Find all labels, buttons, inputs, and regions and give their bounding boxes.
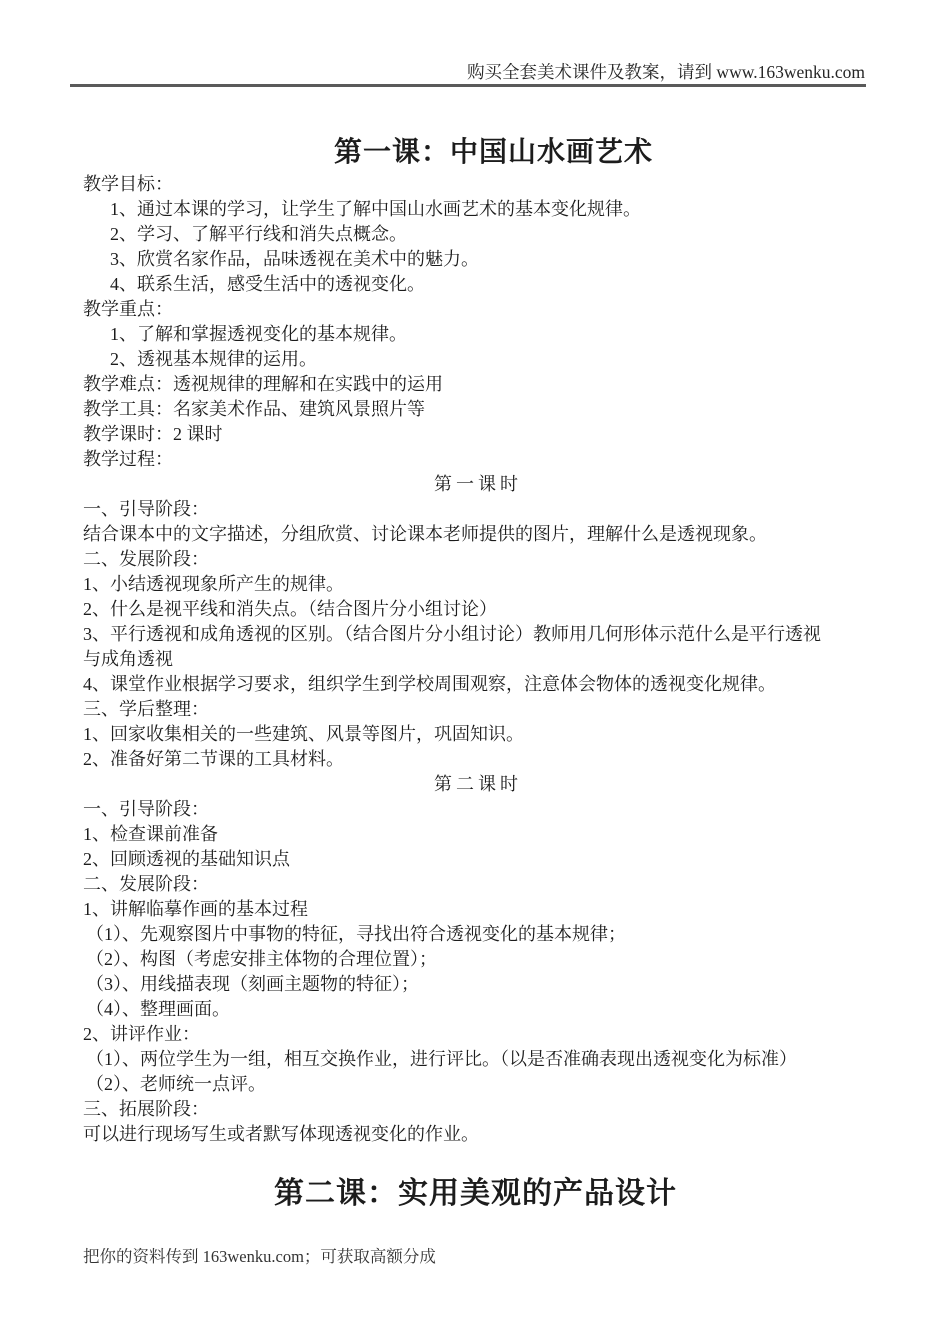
text-line: 与成角透视	[83, 649, 173, 669]
text-line: 1、讲解临摹作画的基本过程	[83, 899, 308, 919]
text-line: （4）、整理画面。	[86, 999, 230, 1019]
text-line: 教学难点：透视规律的理解和在实践中的运用	[83, 374, 443, 394]
text-line: 二、发展阶段：	[83, 874, 209, 894]
text-line: 2、学习、了解平行线和消失点概念。	[110, 224, 407, 244]
text-line: 3、平行透视和成角透视的区别。（结合图片分小组讨论）教师用几何形体示范什么是平行透视	[83, 624, 821, 644]
text-line: 2、透视基本规律的运用。	[110, 349, 317, 369]
text-line: 2、准备好第二节课的工具材料。	[83, 749, 344, 769]
text-line: 1、通过本课的学习，让学生了解中国山水画艺术的基本变化规律。	[110, 199, 641, 219]
text-line: 1、回家收集相关的一些建筑、风景等图片，巩固知识。	[83, 724, 524, 744]
text-line: 第一课时	[434, 474, 522, 494]
text-line: 2、回顾透视的基础知识点	[83, 849, 290, 869]
text-line: 2、什么是视平线和消失点。（结合图片分小组讨论）	[83, 599, 497, 619]
text-line: 二、发展阶段：	[83, 549, 209, 569]
text-line: 第二课时	[434, 774, 522, 794]
lesson2-title: 第二课：实用美观的产品设计	[274, 1177, 677, 1210]
text-line: 1、检查课前准备	[83, 824, 218, 844]
lesson1-title: 第一课：中国山水画艺术	[333, 137, 653, 168]
footer-upload-text: 把你的资料传到 163wenku.com；可获取高额分成	[83, 1247, 436, 1266]
text-line: （1）、先观察图片中事物的特征，寻找出符合透视变化的基本规律；	[86, 924, 626, 944]
text-line: 教学课时：2 课时	[83, 424, 223, 444]
header-divider-line	[70, 84, 866, 87]
text-line: 1、小结透视现象所产生的规律。	[83, 574, 344, 594]
text-line: 教学重点：	[83, 299, 173, 319]
lesson1-body	[83, 172, 869, 1147]
text-line: 3、欣赏名家作品，品味透视在美术中的魅力。	[110, 249, 479, 269]
text-line: （1）、两位学生为一组，相互交换作业，进行评比。（以是否准确表现出透视变化为标准）	[86, 1049, 797, 1069]
text-line: （3）、用线描表现（刻画主题物的特征）；	[86, 974, 419, 994]
text-line: 可以进行现场写生或者默写体现透视变化的作业。	[83, 1124, 479, 1144]
text-line: 4、课堂作业根据学习要求，组织学生到学校周围观察，注意体会物体的透视变化规律。	[83, 674, 776, 694]
header-promo-text: 购买全套美术课件及教案，请到 www.163wenku.com	[467, 62, 865, 82]
text-line: 三、拓展阶段：	[83, 1099, 209, 1119]
text-line: 教学工具：名家美术作品、建筑风景照片等	[83, 399, 425, 419]
text-line: 教学目标：	[83, 174, 173, 194]
text-line: 一、引导阶段：	[83, 799, 209, 819]
text-line: 4、联系生活，感受生活中的透视变化。	[110, 274, 425, 294]
text-line: 1、了解和掌握透视变化的基本规律。	[110, 324, 407, 344]
text-line: （2）、老师统一点评。	[86, 1074, 266, 1094]
text-line: 一、引导阶段：	[83, 499, 209, 519]
text-line: 三、学后整理：	[83, 699, 209, 719]
text-line: 教学过程：	[83, 449, 173, 469]
text-line: 结合课本中的文字描述，分组欣赏、讨论课本老师提供的图片，理解什么是透视现象。	[83, 524, 767, 544]
text-line: 2、讲评作业：	[83, 1024, 200, 1044]
text-line: （2）、构图（考虑安排主体物的合理位置）；	[86, 949, 437, 969]
